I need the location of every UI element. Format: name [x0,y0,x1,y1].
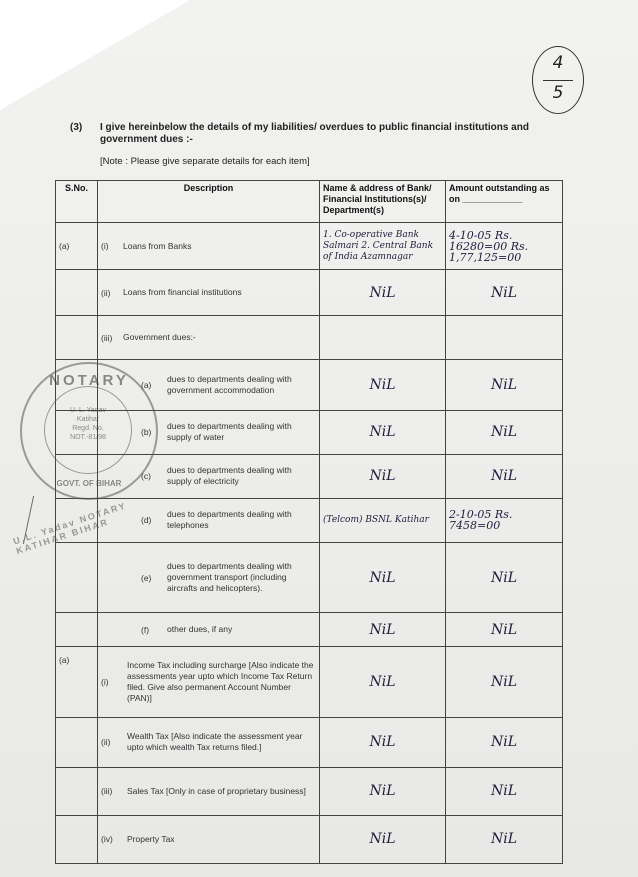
row-number: (d) [141,515,152,526]
row-number: (i) [101,676,109,687]
header-sno: S.No. [56,181,98,223]
row-sno-empty [56,543,98,613]
row-text: Loans from financial institutions [123,287,242,298]
row-bank: NiL [320,717,446,767]
row-number: (ii) [101,737,111,748]
row-bank: NiL [320,360,446,410]
row-sno-empty [56,767,98,815]
header-amount-label: Amount outstanding as on [449,183,550,204]
table-row [56,498,563,542]
header-description: Description [98,181,320,223]
row-amount: NiL [446,647,563,717]
row-description [98,717,320,767]
row-number: (iii) [101,332,113,343]
page-number-top: 4 [552,53,564,73]
row-description [98,767,320,815]
row-number: (iv) [101,834,113,845]
row-sno-empty [56,316,98,360]
table-row [56,647,563,717]
row-number: (a) [141,380,152,391]
row-bank: NiL [320,543,446,613]
notary-notification: NOT.-81/98 [70,434,106,441]
row-bank: NiL [320,410,446,454]
row-bank: NiL [320,270,446,316]
row-amount: 2-10-05 Rs. 7458=00 [446,498,563,542]
notary-seal-details [50,406,126,442]
page-number-bottom: 5 [552,83,564,103]
row-description [98,613,320,647]
row-text: Wealth Tax [Also indicate the assessment year upto which wealth Tax returns filed.] [127,731,303,753]
row-text: Sales Tax [Only in case of proprietary business] [127,785,306,796]
row-bank: NiL [320,767,446,815]
row-amount: NiL [446,767,563,815]
row-number: (c) [141,471,151,482]
table-row [56,316,563,360]
row-amount: NiL [446,613,563,647]
row-description [98,270,320,316]
row-description [98,543,320,613]
table-row [56,717,563,767]
table-row [56,223,563,270]
row-number: (ii) [101,287,111,298]
row-text: dues to departments dealing with telephones [167,509,292,531]
row-amount: NiL [446,815,563,863]
row-bank-empty [320,316,446,360]
row-sno-empty [56,815,98,863]
notary-seal-title: NOTARY [49,372,129,389]
page-number-circle [532,46,584,114]
row-text: Income Tax including surcharge [Also indicate the assessments year upto which Income Tax Return filed. Give also permanent Account Number (PAN)] [127,659,314,703]
header-amount: Amount outstanding as on ____________ [446,181,563,223]
row-sno: (a) [56,647,98,717]
row-text: dues to departments dealing with government accommodation [167,374,292,396]
row-bank: NiL [320,613,446,647]
fraction-bar [543,80,573,81]
row-number: (iii) [101,786,113,797]
section-heading: I give hereinbelow the details of my liabilities/ overdues to public financial institutions and government dues :- [100,122,529,145]
row-description [98,223,320,270]
row-sno-empty [56,717,98,767]
row-bank: NiL [320,815,446,863]
row-bank: NiL [320,647,446,717]
row-text: Government dues:- [123,332,196,343]
row-number: (f) [141,624,150,635]
row-bank: 1. Co-operative Bank Salmari 2. Central Bank of India Azamnagar [320,223,446,270]
section-note: [Note : Please give separate details for each item] [100,156,310,167]
row-amount: NiL [446,717,563,767]
liabilities-table [55,180,563,864]
row-amount: NiL [446,360,563,410]
row-bank: (Telcom) BSNL Katihar [320,498,446,542]
row-description [98,647,320,717]
notary-stamp-secondary: U.L. Yadav NOTARY KATIHAR BIHAR [11,500,128,557]
row-amount: 4-10-05 Rs. 16280=00 Rs. 1,77,125=00 [446,223,563,270]
row-sno: (a) [56,223,98,270]
row-text: dues to departments dealing with government transport (including aircrafts and helicopters). [167,561,292,594]
table-row [56,767,563,815]
section-number: (3) [70,122,83,133]
folded-corner [0,0,190,110]
notary-seal-govt: GOVT. OF BIHAR [56,479,122,488]
row-sno-empty [56,613,98,647]
table-row [56,543,563,613]
row-text: dues to departments dealing with supply of electricity [167,465,292,487]
row-text: other dues, if any [167,624,233,635]
row-bank: NiL [320,454,446,498]
row-sno-empty [56,270,98,316]
row-amount: NiL [446,410,563,454]
table-header-row [56,181,563,223]
row-description [98,316,320,360]
row-amount: NiL [446,270,563,316]
row-description [98,498,320,542]
row-number: (i) [101,241,109,252]
notary-name: U. L. Yadav [70,407,106,414]
table-row [56,270,563,316]
notary-place: Katihar [76,416,100,423]
header-bank: Name & address of Bank/ Financial Institutions(s)/ Department(s) [320,181,446,223]
row-description [98,815,320,863]
row-number: (b) [141,427,152,438]
table-row [56,613,563,647]
row-text: dues to departments dealing with supply of water [167,421,292,443]
row-text: Property Tax [127,833,175,844]
row-amount-empty [446,316,563,360]
row-text: Loans from Banks [123,240,192,251]
row-number: (e) [141,572,152,583]
notary-regd: Regd. No. [72,425,104,432]
row-amount: NiL [446,543,563,613]
table-row [56,815,563,863]
row-amount: NiL [446,454,563,498]
notary-seal [20,362,158,500]
